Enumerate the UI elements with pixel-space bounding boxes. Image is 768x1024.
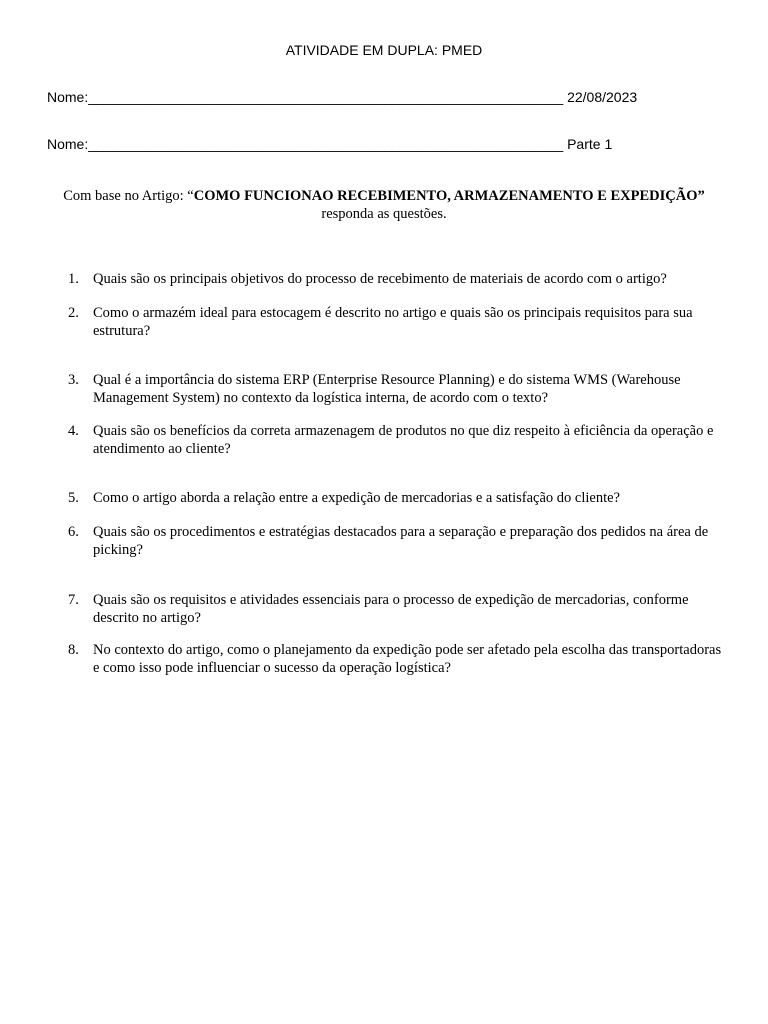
question-item <box>68 524 723 559</box>
question-text: Como o armazém ideal para estocagem é descrito no artigo e quais são os principais requisitos para sua estrutura? <box>93 305 693 339</box>
question-number: 7. <box>68 592 79 608</box>
question-number: 6. <box>68 524 79 540</box>
date-text: 22/08/2023 <box>567 89 638 105</box>
name-underline: _____________________________________________________________ <box>88 89 564 105</box>
article-title: COMO FUNCIONAO RECEBIMENTO, ARMAZENAMENTO E EXPEDIÇÃO” <box>193 188 705 204</box>
question-item <box>68 592 723 627</box>
question-text: Como o artigo aborda a relação entre a expedição de mercadorias e a satisfação do cliente? <box>93 490 620 506</box>
question-text: No contexto do artigo, como o planejamento da expedição pode ser afetado pela escolha das transportadoras e como isso pode influenciar o sucesso da operação logística? <box>93 642 722 676</box>
question-text: Quais são os requisitos e atividades essenciais para o processo de expedição de mercadorias, conforme descrito no artigo? <box>93 592 689 626</box>
intro-paragraph <box>60 187 708 223</box>
part-text: Parte 1 <box>567 136 613 152</box>
question-item <box>68 372 723 407</box>
document-title: ATIVIDADE EM DUPLA: PMED <box>285 42 483 58</box>
intro-suffix: responda as questões. <box>321 206 447 222</box>
question-item <box>68 305 723 340</box>
question-number: 1. <box>68 271 79 287</box>
name-label: Nome: <box>47 136 89 152</box>
question-text: Quais são os principais objetivos do processo de recebimento de materiais de acordo com o artigo? <box>93 271 667 287</box>
name-underline: _____________________________________________________________ <box>88 136 564 152</box>
question-text: Quais são os benefícios da correta armazenagem de produtos no que diz respeito à eficiência da operação e atendimento ao cliente? <box>93 423 714 457</box>
question-number: 2. <box>68 305 79 321</box>
question-item <box>68 423 723 458</box>
question-text: Qual é a importância do sistema ERP (Enterprise Resource Planning) e do sistema WMS (Warehouse Management System) no contexto da logística interna, de acordo com o texto? <box>93 372 681 406</box>
question-text: Quais são os procedimentos e estratégias destacados para a separação e preparação dos pedidos na área de picking? <box>93 524 709 558</box>
question-item <box>68 490 723 508</box>
question-item <box>68 642 723 677</box>
question-number: 4. <box>68 423 79 439</box>
intro-prefix: Com base no Artigo: “ <box>63 188 194 204</box>
question-item <box>68 271 723 289</box>
question-number: 8. <box>68 642 79 658</box>
name-label: Nome: <box>47 89 89 105</box>
name-line-2 <box>47 136 612 152</box>
question-number: 5. <box>68 490 79 506</box>
name-line-1 <box>47 89 637 105</box>
question-number: 3. <box>68 372 79 388</box>
